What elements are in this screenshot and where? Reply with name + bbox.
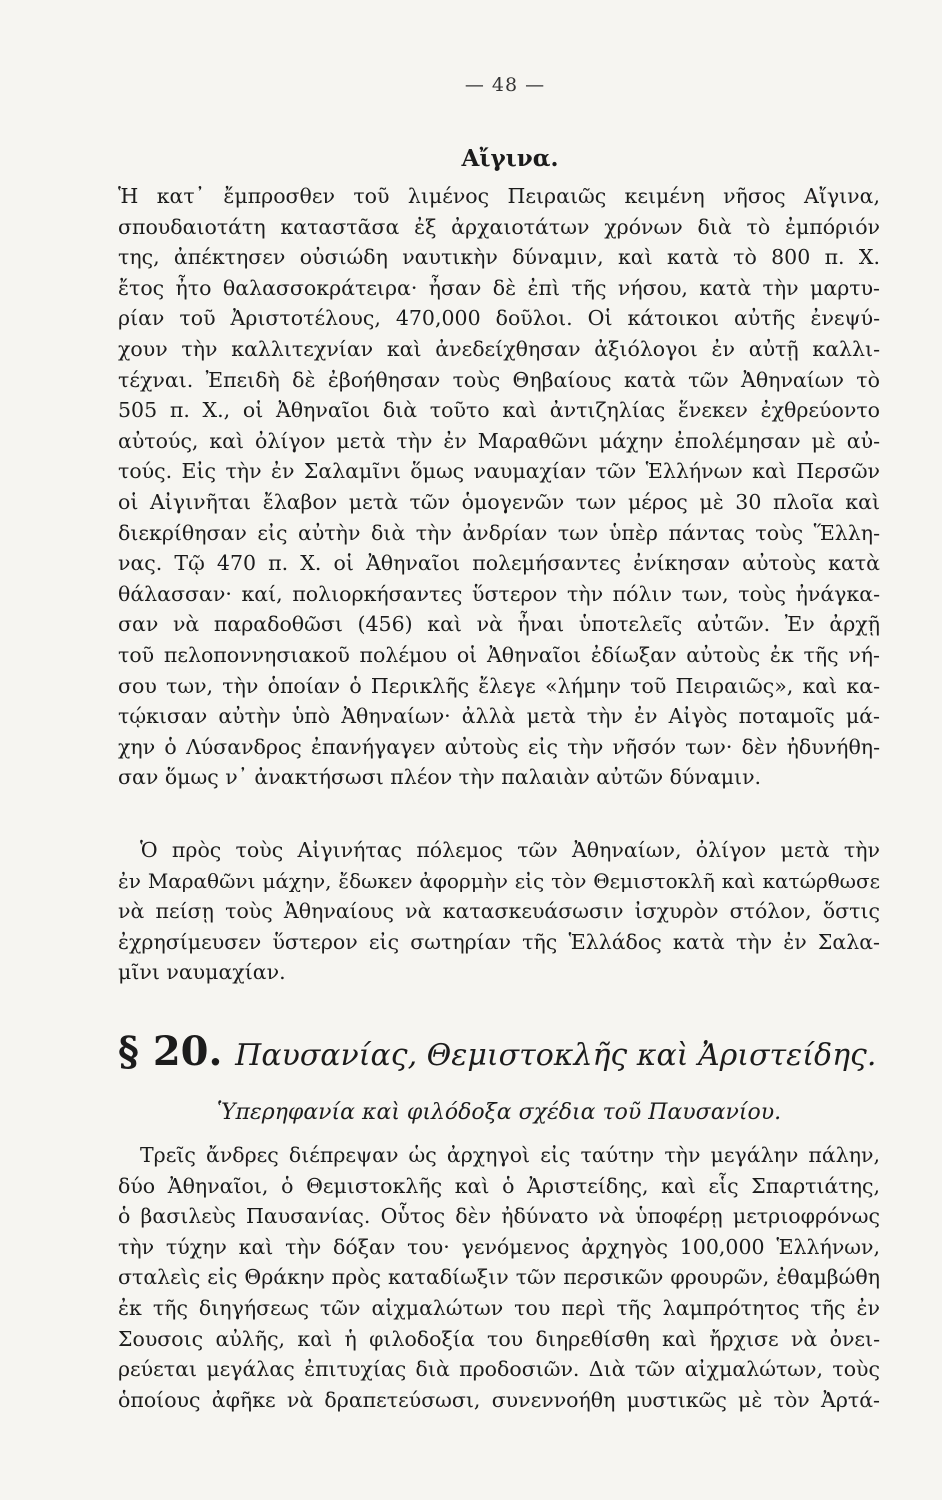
text-line: τὴν τύχην καὶ τὴν δόξαν του· γενόμενος ἀρχηγὸς 100,000 Ἑλλήνων, bbox=[118, 1234, 880, 1259]
text-line: σπουδαιοτάτη καταστᾶσα ἐξ ἀρχαιοτάτων χρόνων διὰ τὸ ἐμπόριόν bbox=[118, 214, 880, 239]
text-line: ἐν Μαραθῶνι μάχην, ἔδωκεν ἀφορμὴν εἰς τὸν Θεμιστοκλῆ καὶ κατώρθωσε bbox=[118, 868, 880, 893]
paragraph-aegina bbox=[118, 181, 880, 793]
text-line: Σουσοις αὐλῆς, καὶ ἡ φιλοδοξία του διηρεθίσθη καὶ ἤρχισε νὰ ὀνει- bbox=[118, 1326, 880, 1351]
text-line: Τρεῖς ἄνδρες διέπρεψαν ὡς ἀρχηγοὶ εἰς ταύτην τὴν μεγάλην πάλην, bbox=[140, 1143, 880, 1167]
text-line: ρεύεται μεγάλας ἐπιτυχίας διὰ προδοσιῶν. Διὰ τῶν αἰχμαλώτων, τοὺς bbox=[118, 1357, 880, 1382]
text-line: σου των, τὴν ὁποίαν ὁ Περικλῆς ἔλεγε «λήμην τοῦ Πειραιῶς», καὶ κα- bbox=[118, 673, 880, 698]
text-line: τῴκισαν αὐτὴν ὑπὸ Ἀθηναίων· ἀλλὰ μετὰ τὴν ἐν Αἰγὸς ποταμοῖς μά- bbox=[118, 704, 880, 729]
chapter-heading bbox=[118, 1022, 880, 1082]
text-line: ὁ βασιλεὺς Παυσανίας. Οὗτος δὲν ἠδύνατο νὰ ὑποφέρῃ μετριοφρόνως bbox=[118, 1204, 880, 1229]
text-line: σταλεὶς εἰς Θράκην πρὸς καταδίωξιν τῶν περσικῶν φρουρῶν, ἐθαμβώθη bbox=[118, 1265, 880, 1290]
text-line: χην ὁ Λύσανδρος ἐπανήγαγεν αὐτοὺς εἰς τὴν νῆσόν των· δὲν ἠδυνήθη- bbox=[118, 734, 880, 759]
page-number: — 48 — bbox=[464, 74, 546, 96]
chapter-subtitle: Ὑπερηφανία καὶ φιλόδοξα σχέδια τοῦ Παυσανίου. bbox=[216, 1100, 782, 1125]
paragraph-pausanias bbox=[118, 1140, 880, 1415]
text-line: ρίαν τοῦ Ἀριστοτέλους, 470,000 δοῦλοι. Οἱ κάτοικοι αὐτῆς ἐνεψύ- bbox=[118, 306, 880, 331]
chapter-title: Παυσανίας, Θεμιστοκλῆς καὶ Ἀριστείδης. bbox=[235, 1038, 877, 1073]
text-line: της, ἀπέκτησεν οὐσιώδη ναυτικὴν δύναμιν, καὶ κατὰ τὸ 800 π. Χ. bbox=[118, 245, 880, 270]
text-line: 505 π. Χ., οἱ Ἀθηναῖοι διὰ τοῦτο καὶ ἀντιζηλίας ἕνεκεν ἐχθρεύοντο bbox=[118, 398, 880, 423]
section-title: Αἴγινα. bbox=[461, 145, 559, 172]
text-line: ἔτος ἦτο θαλασσοκράτειρα· ἦσαν δὲ ἐπὶ τῆς νήσου, κατὰ τὴν μαρτυ- bbox=[118, 275, 880, 300]
text-line: τούς. Εἰς τὴν ἐν Σαλαμῖνι ὅμως ναυμαχίαν τῶν Ἑλλήνων καὶ Περσῶν bbox=[118, 459, 880, 484]
text-line: χουν τὴν καλλιτεχνίαν καὶ ἀνεδείχθησαν ἀξιόλογοι ἐν αὐτῇ καλλι- bbox=[118, 336, 880, 361]
text-line: σαν ὅμως ν᾽ ἀνακτήσωσι πλέον τὴν παλαιὰν αὐτῶν δύναμιν. bbox=[118, 765, 762, 790]
text-line: διεκρίθησαν εἰς αὐτὴν διὰ τὴν ἀνδρίαν των ὑπὲρ πάντας τοὺς Ἕλλη- bbox=[118, 520, 880, 545]
text-line: νὰ πείσῃ τοὺς Ἀθηναίους νὰ κατασκευάσωσιν ἰσχυρὸν στόλον, ὅστις bbox=[118, 899, 880, 924]
text-line: Ὁ πρὸς τοὺς Αἰγινήτας πόλεμος τῶν Ἀθηναίων, ὀλίγον μετὰ τὴν bbox=[140, 838, 880, 862]
text-line: μῖνι ναυμαχίαν. bbox=[118, 960, 286, 985]
text-line: τοῦ πελοποννησιακοῦ πολέμου οἱ Ἀθηναῖοι ἐδίωξαν αὐτοὺς ἐκ τῆς νή- bbox=[118, 642, 880, 667]
text-line: θάλασσαν· καί, πολιορκήσαντες ὕστερον τὴν πόλιν των, τοὺς ἠνάγκα- bbox=[118, 581, 880, 606]
text-line: σαν νὰ παραδοθῶσι (456) καὶ νὰ ἦναι ὑποτελεῖς αὐτῶν. Ἐν ἀρχῇ bbox=[118, 612, 880, 637]
section-number: § 20. bbox=[118, 1028, 223, 1075]
text-line: οἱ Αἰγινῆται ἔλαβον μετὰ τῶν ὁμογενῶν των μέρος μὲ 30 πλοῖα καὶ bbox=[118, 489, 880, 514]
text-line: ὁποίους ἀφῆκε νὰ δραπετεύσωσι, συνεννοήθη μυστικῶς μὲ τὸν Ἀρτά- bbox=[118, 1387, 880, 1412]
text-line: νας. Τῷ 470 π. Χ. οἱ Ἀθηναῖοι πολεμήσαντες ἐνίκησαν αὐτοὺς κατὰ bbox=[118, 551, 880, 576]
text-line: δύο Ἀθηναῖοι, ὁ Θεμιστοκλῆς καὶ ὁ Ἀριστείδης, καὶ εἷς Σπαρτιάτης, bbox=[118, 1173, 880, 1198]
text-line: τέχναι. Ἐπειδὴ δὲ ἐβοήθησαν τοὺς Θηβαίους κατὰ τῶν Ἀθηναίων τὸ bbox=[118, 367, 880, 392]
paragraph-fleet bbox=[118, 835, 880, 988]
text-line: ἐχρησίμευσεν ὕστερον εἰς σωτηρίαν τῆς Ἑλλάδος κατὰ τὴν ἐν Σαλα- bbox=[118, 929, 880, 954]
text-line: Ἡ κατ᾽ ἔμπροσθεν τοῦ λιμένος Πειραιῶς κειμένη νῆσος Αἴγινα, bbox=[118, 184, 880, 208]
text-line: αὐτούς, καὶ ὀλίγον μετὰ τὴν ἐν Μαραθῶνι μάχην ἐπολέμησαν μὲ αὐ- bbox=[118, 428, 880, 453]
text-line: ἐκ τῆς διηγήσεως τῶν αἰχμαλώτων του περὶ τῆς λαμπρότητος τῆς ἐν bbox=[118, 1295, 880, 1320]
